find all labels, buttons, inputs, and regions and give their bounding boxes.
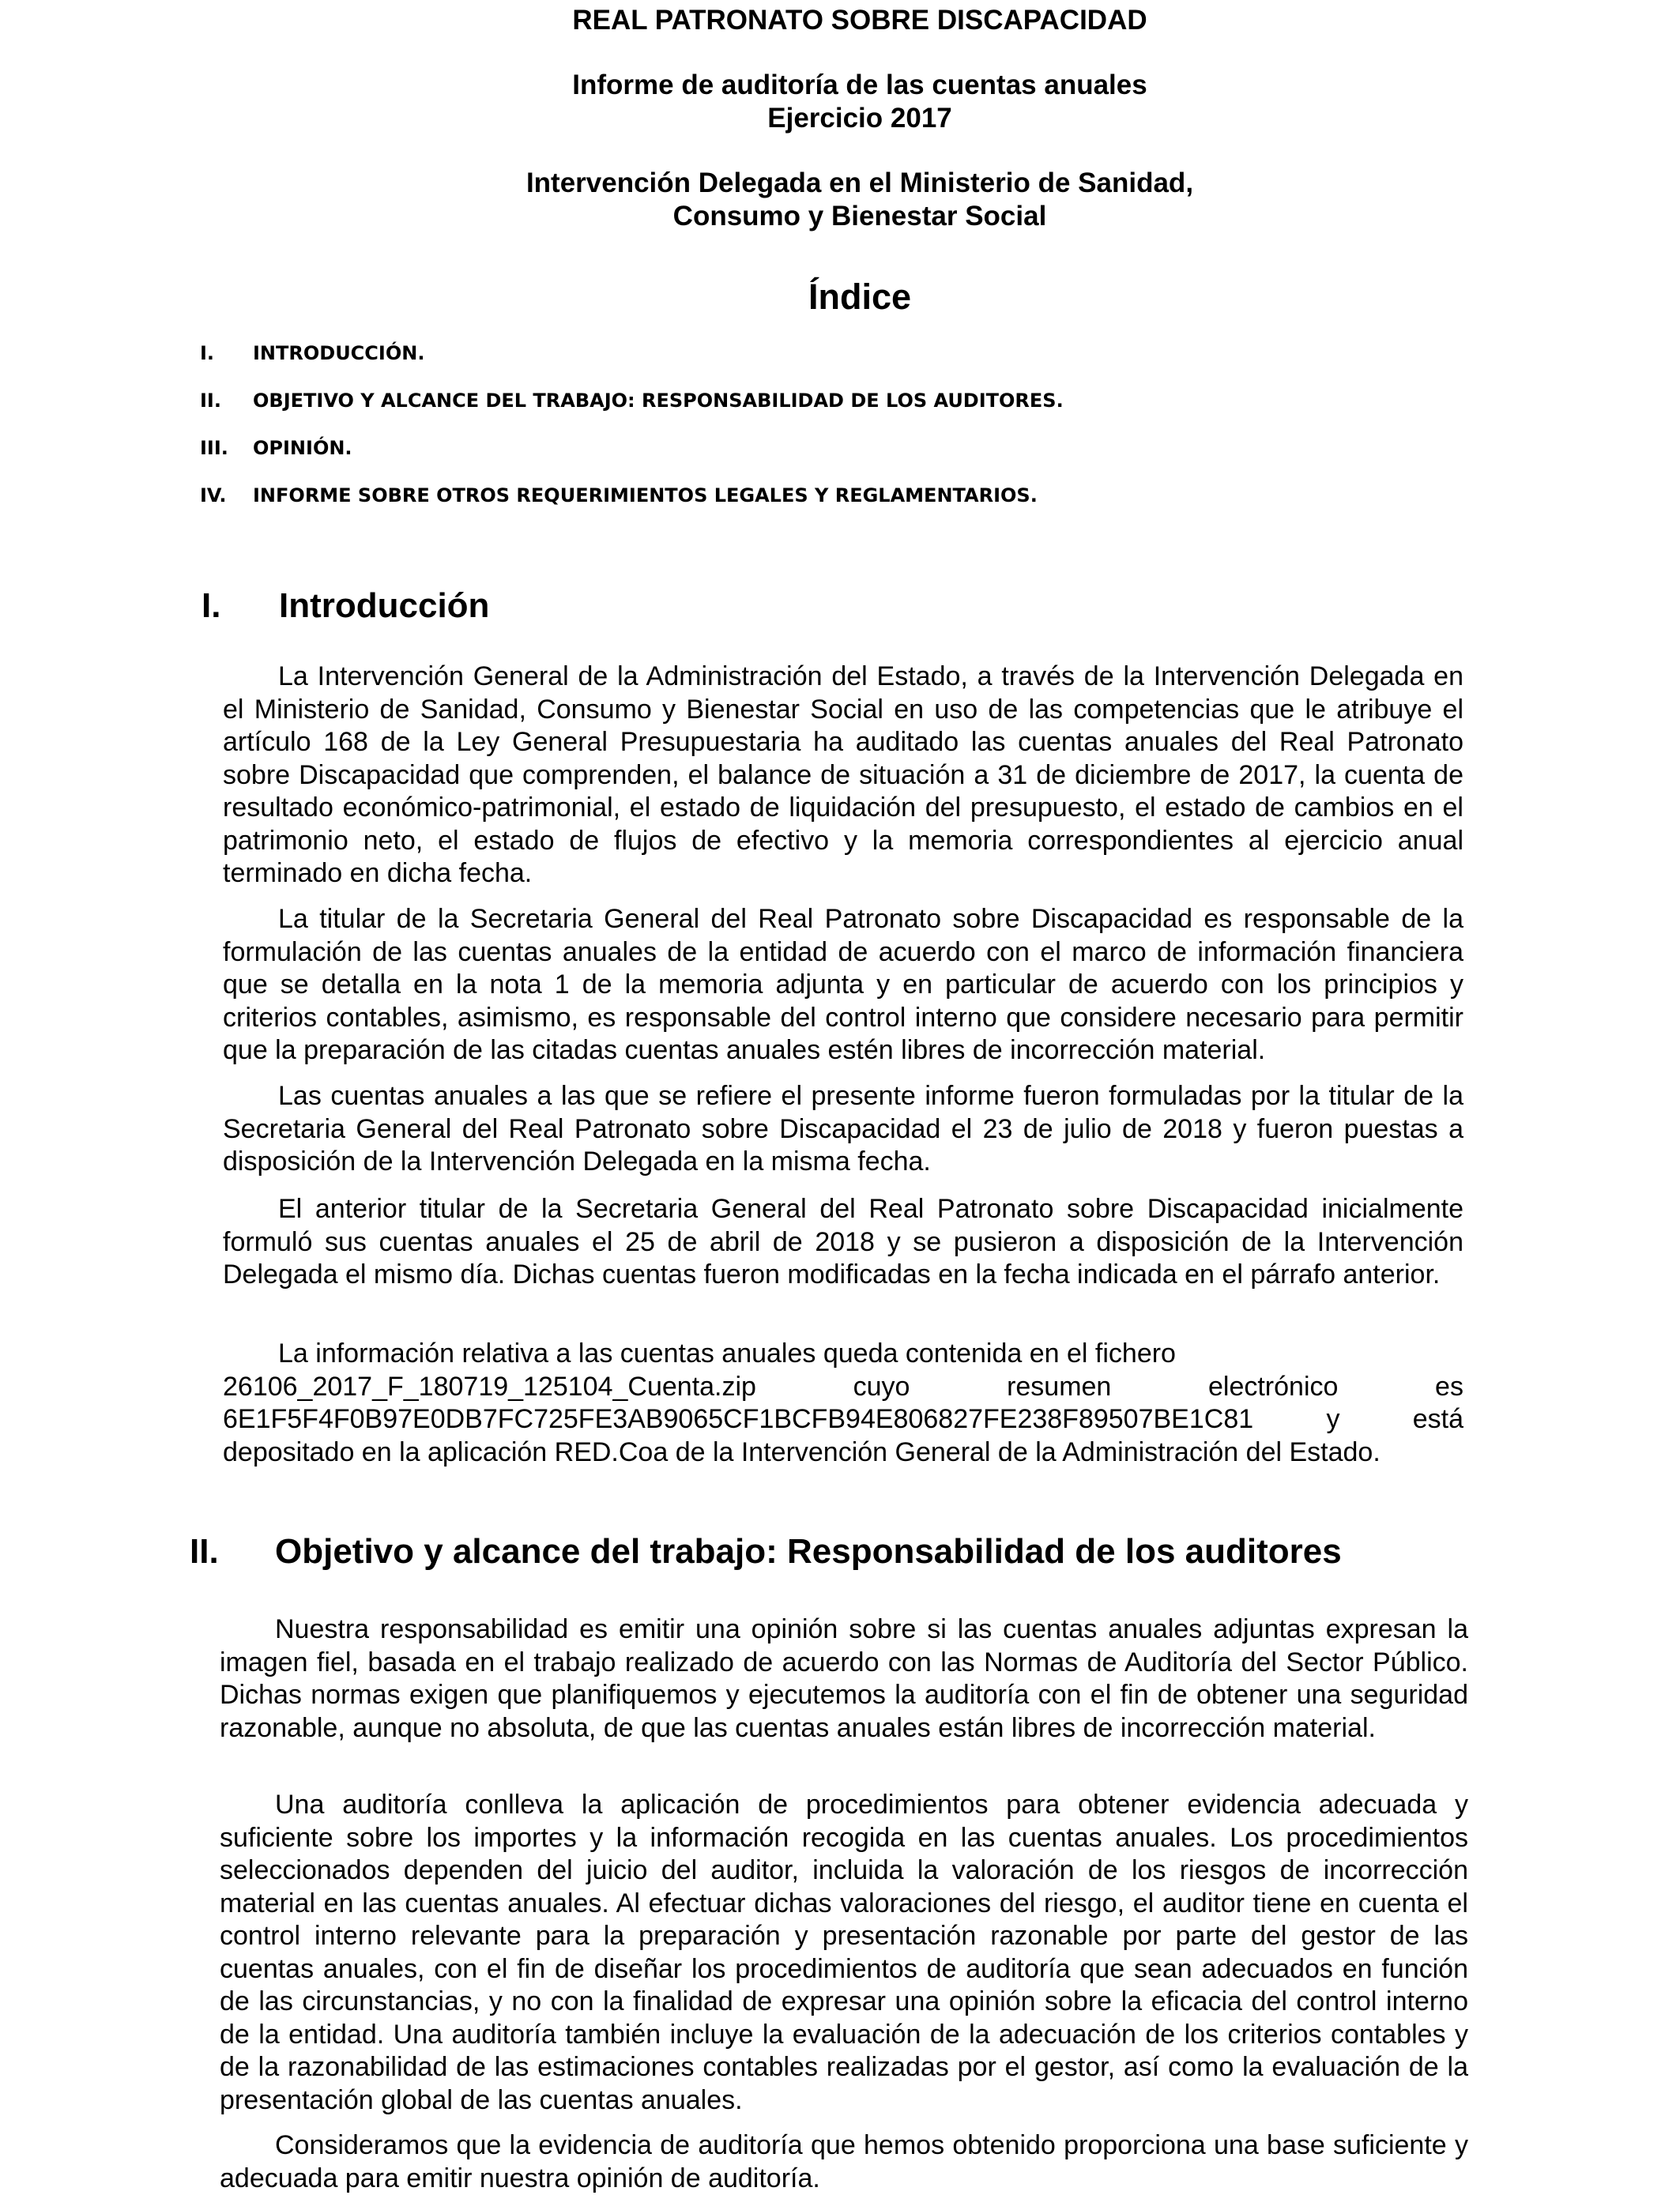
toc-item-number: IV. — [200, 484, 227, 506]
section-1-paragraph-2: La titular de la Secretaria General del Real Patronato sobre Discapacidad es responsable de la formulación de las cuentas anuales de la entidad de acuerdo con el marco de información financiera que se detalla en la nota 1 de la memoria adjunta y en particular de acuerdo con los principios y criterios contables, asimismo, es responsable del control interno que considere necesario para permitir que la preparación de las citadas cuentas anuales estén libres de incorrección material. — [223, 904, 1463, 1065]
toc-item-number: II. — [200, 390, 221, 412]
section-1-paragraph-5 — [223, 1338, 1463, 1469]
section-title: Introducción — [279, 586, 490, 625]
section-number: I. — [202, 586, 221, 625]
report-title: Informe de auditoría de las cuentas anuales — [572, 70, 1147, 100]
issuer-line-1: Intervención Delegada en el Ministerio de Sanidad, — [525, 168, 1194, 198]
section-2-heading — [190, 1531, 1342, 1572]
toc-item[interactable] — [200, 436, 352, 460]
section-2-paragraph-1: Nuestra responsabilidad es emitir una opinión sobre si las cuentas anuales adjuntas expresan la imagen fiel, basada en el trabajo realizado de acuerdo con las Normas de Auditoría del Sector Público. Dichas normas exigen que planifiquemos y ejecutemos la auditoría con el fin de obtener una seguridad razonable, aunque no absoluta, de que las cuentas anuales están libres de incorrección material. — [220, 1614, 1468, 1743]
toc-item-label: OPINIÓN. — [253, 437, 352, 459]
toc-item[interactable] — [200, 484, 1038, 507]
paragraph-5-line-3 — [223, 1403, 1463, 1436]
section-2-paragraph-2: Una auditoría conlleva la aplicación de procedimientos para obtener evidencia adecuada y suficiente sobre los importes y la información recogida en las cuentas anuales. Los procedimientos seleccionados dependen del juicio del auditor, incluida la valoración de los riesgos de incorrección material en las cuentas anuales. Al efectuar dichas valoraciones del riesgo, el auditor tiene en cuenta el control interno relevante para la preparación y presentación razonable por parte del gestor de las cuentas anuales, con el fin de diseñar los procedimientos de auditoría que sean adecuados en función de las circunstancias, y no con la finalidad de expresar una opinión sobre la eficacia del control interno de la entidad. Una auditoría también incluye la evaluación de la adecuación de los criterios contables y de la razonabilidad de las estimaciones contables realizadas por el gestor, así como la evaluación de la presentación global de las cuentas anuales. — [220, 1790, 1468, 2115]
organization-title: REAL PATRONATO SOBRE DISCAPACIDAD — [572, 5, 1147, 36]
paragraph-5-line-1-text: La información relativa a las cuentas anuales queda contenida en el fichero — [278, 1338, 1176, 1369]
paragraph-5-line-1 — [223, 1338, 1463, 1371]
section-1-heading — [202, 585, 489, 627]
section-title: Objetivo y alcance del trabajo: Responsabilidad de los auditores — [275, 1532, 1342, 1571]
index-title: Índice — [808, 277, 912, 317]
word: electrónico — [1207, 1371, 1339, 1402]
word: resumen — [1007, 1371, 1112, 1402]
paragraph-5-line-4: depositado en la aplicación RED.Coa de la Intervención General de la Administración del Estado. — [223, 1436, 1381, 1467]
toc-item-label: INFORME SOBRE OTROS REQUERIMIENTOS LEGALES Y REGLAMENTARIOS. — [253, 484, 1038, 506]
word: cuyo — [853, 1371, 910, 1402]
toc-item[interactable] — [200, 341, 424, 365]
section-2-paragraph-3: Consideramos que la evidencia de auditoría que hemos obtenido proporciona una base suficiente y adecuada para emitir nuestra opinión de auditoría. — [220, 2130, 1468, 2193]
file-name: 26106_2017_F_180719_125104_Cuenta.zip — [223, 1371, 756, 1402]
word: está — [1412, 1404, 1463, 1434]
fiscal-year: Ejercicio 2017 — [767, 103, 952, 134]
word: es — [1435, 1371, 1463, 1402]
section-number: II. — [190, 1532, 219, 1571]
issuer-line-2: Consumo y Bienestar Social — [672, 201, 1047, 232]
toc-item-label: OBJETIVO Y ALCANCE DEL TRABAJO: RESPONSABILIDAD DE LOS AUDITORES. — [253, 390, 1064, 412]
toc-item-number: I. — [200, 342, 215, 364]
section-1-paragraph-3: Las cuentas anuales a las que se refiere el presente informe fueron formuladas por la titular de la Secretaria General del Real Patronato sobre Discapacidad el 23 de julio de 2018 y fueron puestas a disposición de la Intervención Delegada en la misma fecha. — [223, 1081, 1463, 1177]
file-hash: 6E1F5F4F0B97E0DB7FC725FE3AB9065CF1BCFB94E806827FE238F89507BE1C81 — [223, 1404, 1254, 1434]
toc-item[interactable] — [200, 389, 1064, 412]
paragraph-5-line-2 — [223, 1371, 1463, 1404]
word: y — [1326, 1404, 1340, 1434]
section-1-paragraph-4: El anterior titular de la Secretaria General del Real Patronato sobre Discapacidad inicialmente formuló sus cuentas anuales el 25 de abril de 2018 y se pusieron a disposición de la Intervención Delegada el mismo día. Dichas cuentas fueron modificadas en la fecha indicada en el párrafo anterior. — [223, 1194, 1463, 1290]
toc-item-number: III. — [200, 437, 228, 459]
section-1-paragraph-1: La Intervención General de la Administración del Estado, a través de la Intervención Delegada en el Ministerio de Sanidad, Consumo y Bienestar Social en uso de las competencias que le atribuye el artículo 168 de la Ley General Presupuestaria ha auditado las cuentas anuales del Real Patronato sobre Discapacidad que comprenden, el balance de situación a 31 de diciembre de 2017, la cuenta de resultado económico-patrimonial, el estado de liquidación del presupuesto, el estado de cambios en el patrimonio neto, el estado de flujos de efectivo y la memoria correspondientes al ejercicio anual terminado en dicha fecha. — [223, 661, 1463, 888]
toc-item-label: INTRODUCCIÓN. — [253, 342, 425, 364]
